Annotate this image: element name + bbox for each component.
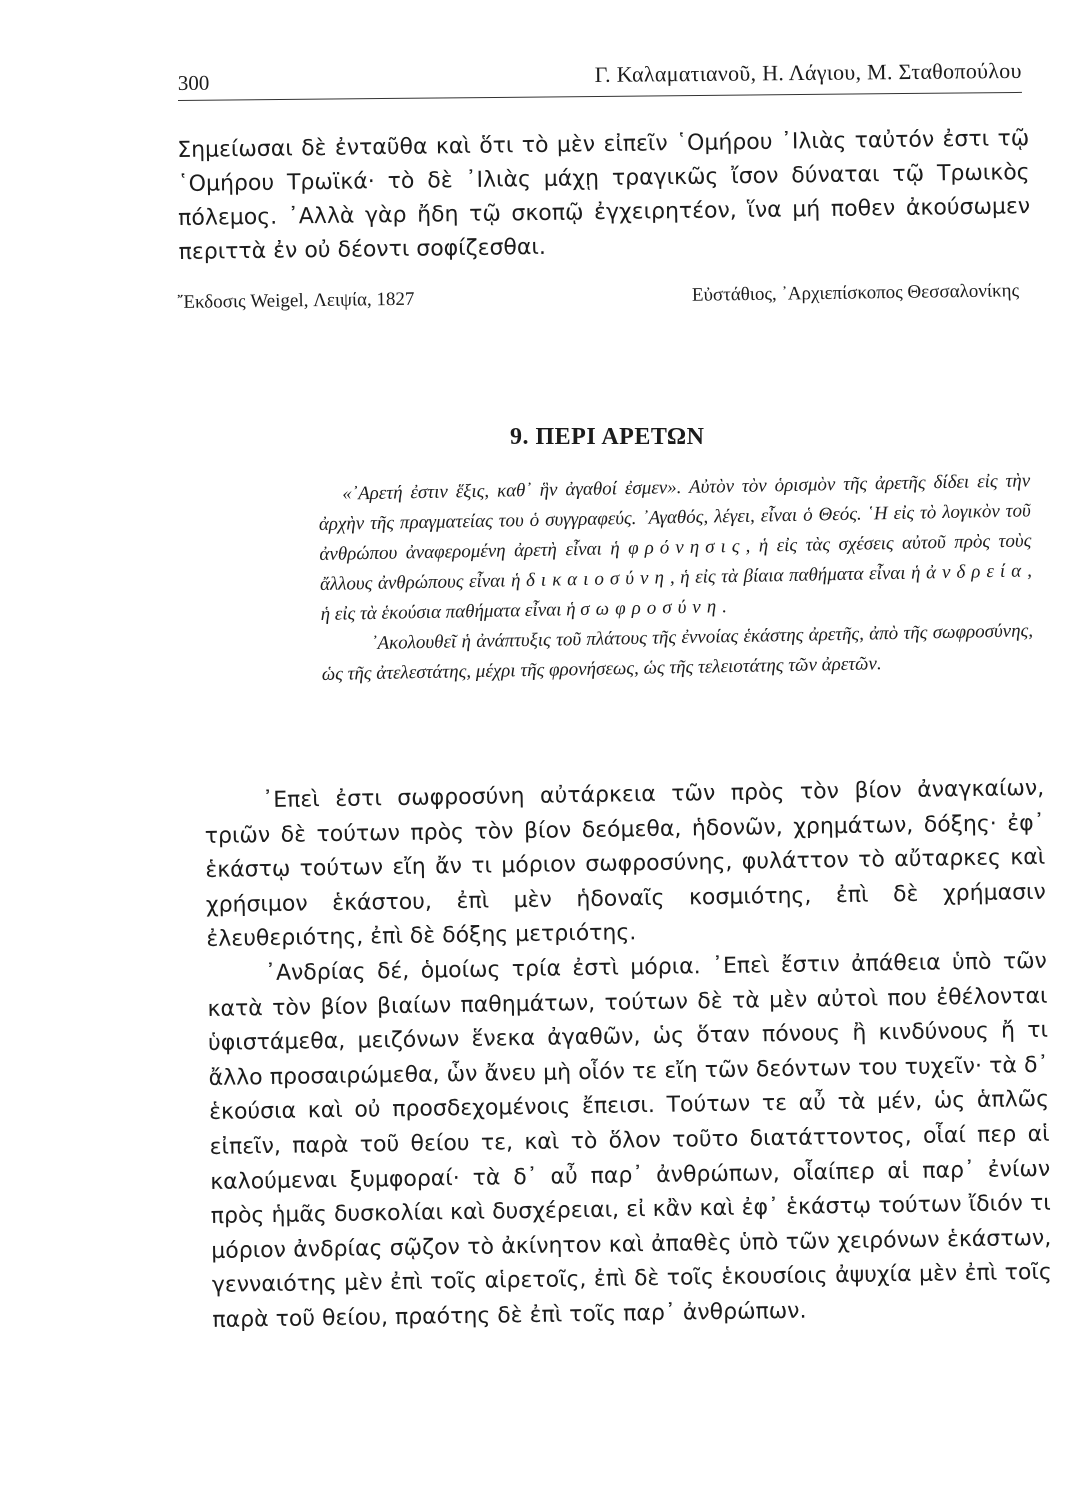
- edition-info: ῎Εκδοσις Weigel, Λειψία, 1827: [177, 288, 415, 313]
- summary-text-d: , ἡ εἰς τὰ ἑκούσια παθήματα εἶναι ἡ: [320, 560, 1033, 625]
- page-header: [178, 48, 1022, 101]
- body-paragraph-2: ᾿Ανδρίας δέ, ὁμοίως τρία ἐστὶ μόρια. ᾿Επεὶ ἔστιν ἀπάθεια ὑπὸ τῶν κατὰ τὸν βίον βιαίων παθημάτων, τούτων δὲ τὰ μὲν αὐτοὶ που ἐθέλονται ὑφιστάμεθα, μειζόνων ἕνεκα ἀγαθῶν, ὡς ὅταν πόνους ἢ κινδύνους ἤ τι ἄλλο προσαιρώμεθα, ὧν ἄνευ μὴ οἷόν τε εἴη τῶν δεόντων του τυχεῖν· τὰ δ᾿ ἑκούσια καὶ οὐ προσδεχομένοις ἔπεισι. Τούτων τε αὖ τὰ μέν, ὡς ἁπλῶς εἰπεῖν, παρὰ τοῦ θείου τε, καὶ τὸ ὅλον τοῦτο διατάττοντος, οἷαί περ αἱ καλούμεναι ξυμφοραί· τὰ δ᾿ αὖ παρ᾿ ἀνθρώπων, οἷαίπερ αἱ παρ᾿ ἐνίων πρὸς ἡμᾶς δυσκολίαι καὶ δυσχέρειαι, εἰ κἂν καὶ ἐφ᾿ ἑκάστῳ τούτων ἴδιόν τι μόριον ἀνδρίας σῷζον τὸ ἀκίνητον καὶ ἀπαθὲς ὑπὸ τῶν χειρόνων ἑκάστων, γενναιότης μὲν ἐπὶ τοῖς αἱρετοῖς, ἐπὶ δὲ τοῖς ἑκουσίοις ἀψυχία μὲν ἐπὶ τοῖς παρὰ τοῦ θείου, πραότης δὲ ἐπὶ τοῖς παρ᾿ ἀνθρώπων.: [207, 948, 1052, 1333]
- body-paragraph-1: ᾿Επεὶ ἐστι σωφροσύνη αὐτάρκεια τῶν πρὸς τὸν βίον ἀναγκαίων, τριῶν δὲ τούτων πρὸς τὸν βίον δεόμεθα, ἡδονῶν, χρημάτων, δόξης· ἐφ᾿ ἑκάστῳ τούτων εἴη ἄν τι μόριον σωφροσύνης, φυλάττον τὸ αὔταρκες καὶ χρήσιμον ἑκάστου, ἐπὶ μὲν ἡδοναῖς κοσμιότης, ἐπὶ δὲ χρήμασιν ἐλευθεριότης, ἐπὶ δὲ δόξης μετριότης.: [204, 775, 1046, 953]
- page-number: 300: [177, 70, 210, 96]
- summary-text-e: .: [721, 596, 728, 618]
- running-head-authors: Γ. Καλαματιανοῦ, Η. Λάγιου, Μ. Σταθοπούλου: [594, 57, 1022, 87]
- source-citation: [177, 280, 1019, 314]
- term-phronesis: φρόνησις: [627, 535, 746, 560]
- intro-paragraph: Σημείωσαι δὲ ἐνταῦθα καὶ ὅτι τὸ μὲν εἰπεῖν ῾Ομήρου ᾿Ιλιὰς ταὐτόν ἐστι τῷ ῾Ομήρου Τρωϊκά· τὸ δὲ ᾿Ιλιὰς μάχῃ τραγικῶς ἴσον δύναται τῷ Τρωικὸς πόλεμος. ᾿Αλλὰ γὰρ ἤδη τῷ σκοπῷ ἐγχειρητέον, ἵνα μή ποθεν ἀκούσωμεν περιττὰ ἐν οὐ δέοντι σοφίζεσθαι.: [177, 126, 1031, 265]
- summary-text-a: «᾿Αρετή ἐστιν ἕξις, καθ᾿ ἣν ἀγαθοί ἐσμεν». Αὐτὸν τὸν ὁρισμὸν τῆς ἀρετῆς δίδει εἰς τὴν ἀρχὴν τῆς πραγματείας του ὁ συγγραφεύς. ᾿Αγαθός, λέγει, εἶναι ὁ Θεός. ῾Η εἰς τὸ λογικὸν τοῦ ἀνθρώπου ἀναφερομένη ἀρετὴ εἶναι ἡ: [318, 470, 1031, 565]
- summary-paragraph-2: ᾿Ακολουθεῖ ἡ ἀνάπτυξις τοῦ πλάτους τῆς ἐννοίας ἑκάστης ἀρετῆς, ἀπὸ τῆς σωφροσύνης, ὡς τῆς ἀτελεστάτης, μέχρι τῆς φρονήσεως, ὡς τῆς τελειοτάτης τῶν ἀρετῶν.: [321, 620, 1034, 685]
- main-text: [204, 772, 1053, 1339]
- section-heading: 9. ΠΕΡΙ ΑΡΕΤΩΝ: [510, 424, 705, 450]
- summary-text-b: , ἡ εἰς τὰς σχέσεις αὐτοῦ πρὸς τοὺς ἄλλους ἀνθρώπους εἶναι ἡ: [319, 530, 1032, 595]
- summary-paragraph-1: [318, 466, 1033, 630]
- term-sophrosyne: σωφροσύνη: [580, 596, 723, 620]
- term-dikaiosyne: δικαιοσύνη: [525, 567, 671, 592]
- term-andreia: ἀνδρεία: [925, 560, 1028, 584]
- intro-passage: [177, 122, 1031, 270]
- section-summary: [318, 466, 1034, 690]
- summary-text-c: , ἡ εἰς τὰ βίαια παθήματα εἶναι ἡ: [669, 562, 921, 589]
- source-author: Εὐστάθιος, ᾿Αρχιεπίσκοπος Θεσσαλονίκης: [691, 280, 1020, 306]
